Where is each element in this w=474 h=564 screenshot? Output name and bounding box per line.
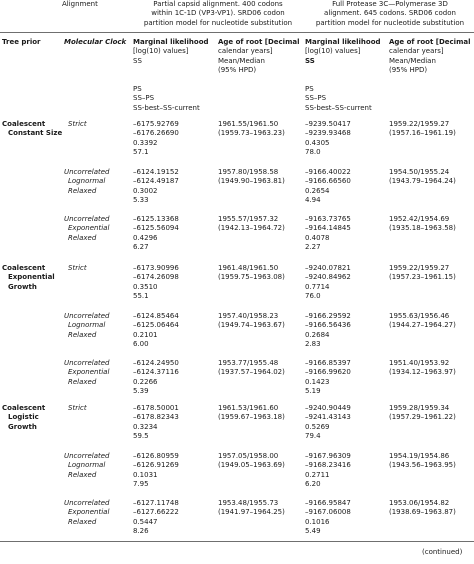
protease-age-value: 1951.40/1953.92 bbox=[389, 359, 450, 367]
protease-ml-value: 0.1423 bbox=[305, 377, 330, 386]
clock-model-label: Exponential bbox=[68, 508, 110, 517]
protease-ml-value: 6.20 bbox=[305, 479, 321, 488]
capsid-ml-subheader: PS bbox=[133, 85, 142, 93]
clock-model-label: Uncorrelated bbox=[64, 215, 110, 223]
tree-prior-0: Constant Size bbox=[8, 129, 63, 138]
capsid-age-value: (1949.90–1963.81) bbox=[218, 177, 285, 186]
protease-ml-value: –9164.14845 bbox=[305, 224, 351, 233]
capsid-age-value: (1942.13–1964.72) bbox=[218, 224, 285, 233]
protease-ml-value: 79.4 bbox=[305, 431, 321, 440]
footer-rule bbox=[0, 541, 474, 542]
tree-prior-label: Tree prior bbox=[2, 38, 41, 46]
protease-age-value: (1944.27–1964.27) bbox=[389, 321, 456, 330]
capsid-ml-value: 0.1031 bbox=[133, 470, 158, 479]
tree-prior-1: Exponential bbox=[8, 273, 55, 282]
capsid-ml-value: –6173.90996 bbox=[133, 264, 179, 272]
capsid-ml-value: –6127.11748 bbox=[133, 499, 179, 507]
tree-prior-2: Growth bbox=[8, 422, 37, 431]
protease-ml-value: 0.2654 bbox=[305, 186, 330, 195]
capsid-ml-value: –6124.49187 bbox=[133, 177, 179, 186]
protease-ml-value: 0.5269 bbox=[305, 422, 330, 431]
capsid-age-value: (1959.75–1963.08) bbox=[218, 273, 285, 282]
protease-age-value: (1957.16–1961.19) bbox=[389, 129, 456, 138]
protease-ml-value: –9239.50417 bbox=[305, 120, 351, 128]
protease-ml-value: 78.0 bbox=[305, 147, 321, 156]
capsid-ml-value: 0.3510 bbox=[133, 282, 158, 291]
protease-ml-value: –9166.95847 bbox=[305, 499, 351, 507]
protease-ml-value: –9166.99620 bbox=[305, 368, 351, 377]
capsid-ml-value: 55.1 bbox=[133, 291, 149, 300]
protease-ml-value: 76.0 bbox=[305, 291, 321, 300]
continued-note: (continued) bbox=[422, 548, 463, 556]
protease-ml-value: –9166.40022 bbox=[305, 168, 351, 176]
capsid-ml-value: 0.4296 bbox=[133, 233, 158, 242]
capsid-age-value: 1957.80/1958.58 bbox=[218, 168, 279, 176]
clock-model-label: Lognormal bbox=[68, 461, 106, 470]
protease-ml-value: –9163.73765 bbox=[305, 215, 351, 223]
protease-age-value: (1943.79–1964.24) bbox=[389, 177, 456, 186]
protease-age-value: 1959.28/1959.34 bbox=[389, 404, 450, 412]
capsid-age-value: 1953.48/1955.73 bbox=[218, 499, 279, 507]
header-rule bbox=[0, 32, 474, 33]
tree-prior-1: Coalescent bbox=[2, 264, 46, 272]
protease-age-value: (1938.69–1963.87) bbox=[389, 508, 456, 517]
protease-ml-value: 2.27 bbox=[305, 242, 321, 251]
clock-model-label: Strict bbox=[68, 120, 87, 128]
capsid-age-value: (1937.57–1964.02) bbox=[218, 368, 285, 377]
protease-age-value: 1954.50/1955.24 bbox=[389, 168, 450, 176]
capsid-ml-value: 7.95 bbox=[133, 479, 149, 488]
clock-model-label: Relaxed bbox=[68, 186, 97, 195]
protease-ml-subheader: SS bbox=[305, 57, 315, 65]
protease-ml-subheader: Marginal likelihood bbox=[305, 38, 381, 46]
clock-model-label: Uncorrelated bbox=[64, 452, 110, 460]
tree-prior-2: Logistic bbox=[8, 413, 39, 422]
capsid-ml-value: 59.5 bbox=[133, 431, 149, 440]
clock-model-label: Strict bbox=[68, 264, 87, 272]
protease-ml-value: 0.2711 bbox=[305, 470, 330, 479]
header-protease-line: Full Protease 3C—Polymerase 3D bbox=[332, 0, 448, 8]
clock-model-label: Uncorrelated bbox=[64, 359, 110, 367]
protease-ml-subheader: PS bbox=[305, 85, 314, 93]
capsid-ml-value: 0.3234 bbox=[133, 422, 158, 431]
protease-ml-value: –9240.84962 bbox=[305, 273, 351, 282]
clock-model-label: Uncorrelated bbox=[64, 312, 110, 320]
protease-ml-value: –9168.23416 bbox=[305, 461, 351, 470]
clock-model-label: Exponential bbox=[68, 368, 110, 377]
tree-prior-2: Coalescent bbox=[2, 404, 46, 412]
capsid-ml-value: –6126.91269 bbox=[133, 461, 179, 470]
capsid-age-value: (1941.97–1964.25) bbox=[218, 508, 285, 517]
protease-age-subheader: Mean/Median bbox=[389, 56, 436, 65]
capsid-ml-value: 5.33 bbox=[133, 195, 149, 204]
protease-age-value: 1955.63/1956.46 bbox=[389, 312, 450, 320]
clock-model-label: Relaxed bbox=[68, 330, 97, 339]
tree-prior-0: Coalescent bbox=[2, 120, 46, 128]
clock-model-label: Strict bbox=[68, 404, 87, 412]
protease-ml-subheader: [log(10) values] bbox=[305, 47, 361, 55]
capsid-age-value: (1949.05–1963.69) bbox=[218, 461, 285, 470]
capsid-ml-value: –6124.85464 bbox=[133, 312, 179, 320]
capsid-ml-value: –6125.56094 bbox=[133, 224, 179, 233]
capsid-ml-value: –6125.13368 bbox=[133, 215, 179, 223]
protease-ml-value: 5.19 bbox=[305, 386, 321, 395]
capsid-ml-value: –6125.06464 bbox=[133, 321, 179, 330]
protease-ml-value: –9166.29592 bbox=[305, 312, 351, 320]
clock-model-label: Uncorrelated bbox=[64, 168, 110, 176]
capsid-ml-subheader: Marginal likelihood bbox=[133, 38, 209, 46]
capsid-ml-value: 0.2101 bbox=[133, 330, 158, 339]
protease-ml-value: 2.83 bbox=[305, 339, 321, 348]
capsid-ml-value: –6124.19152 bbox=[133, 168, 179, 176]
capsid-ml-value: –6176.26690 bbox=[133, 129, 179, 138]
protease-ml-value: 0.1016 bbox=[305, 517, 330, 526]
capsid-age-value: 1961.48/1961.50 bbox=[218, 264, 279, 272]
protease-age-value: 1953.06/1954.82 bbox=[389, 499, 450, 507]
header-protease-line: alignment. 645 codons. SRD06 codon bbox=[324, 9, 456, 18]
protease-age-subheader: calendar years] bbox=[389, 47, 444, 56]
protease-ml-value: –9239.93468 bbox=[305, 129, 351, 138]
capsid-age-subheader: Age of root [Decimal bbox=[218, 38, 300, 46]
protease-age-value: 1952.42/1954.69 bbox=[389, 215, 450, 223]
capsid-ml-value: –6126.80959 bbox=[133, 452, 179, 460]
capsid-ml-value: –6178.82343 bbox=[133, 413, 179, 422]
clock-model-label: Relaxed bbox=[68, 233, 97, 242]
clock-model-label: Exponential bbox=[68, 224, 110, 233]
protease-age-subheader: Age of root [Decimal bbox=[389, 38, 471, 46]
capsid-age-value: (1959.67–1963.18) bbox=[218, 413, 285, 422]
capsid-age-value: 1961.53/1961.60 bbox=[218, 404, 279, 412]
protease-ml-subheader: SS-best–SS-current bbox=[305, 104, 372, 112]
capsid-ml-value: –6175.92769 bbox=[133, 120, 179, 128]
clock-model-label: Relaxed bbox=[68, 470, 97, 479]
protease-age-value: (1957.29–1961.22) bbox=[389, 413, 456, 422]
capsid-age-value: (1949.74–1963.67) bbox=[218, 321, 285, 330]
header-protease-line: partition model for nucleotide substitution bbox=[315, 18, 465, 27]
capsid-ml-value: 0.5447 bbox=[133, 517, 158, 526]
capsid-ml-value: 0.3002 bbox=[133, 186, 158, 195]
protease-age-value: 1959.22/1959.27 bbox=[389, 120, 450, 128]
protease-age-value: (1943.56–1963.95) bbox=[389, 461, 456, 470]
capsid-age-value: 1961.55/1961.50 bbox=[218, 120, 279, 128]
capsid-ml-value: 0.2266 bbox=[133, 377, 158, 386]
header-alignment: Alignment bbox=[62, 0, 98, 8]
protease-ml-value: –9166.66560 bbox=[305, 177, 351, 186]
capsid-age-subheader: calendar years] bbox=[218, 47, 273, 56]
protease-ml-value: 0.2684 bbox=[305, 330, 330, 339]
protease-age-value: (1935.18–1963.58) bbox=[389, 224, 456, 233]
capsid-age-value: 1955.57/1957.32 bbox=[218, 215, 279, 223]
clock-model-label: Uncorrelated bbox=[64, 499, 110, 507]
capsid-ml-subheader: SS-best–SS-current bbox=[133, 104, 200, 112]
capsid-age-value: 1957.40/1958.23 bbox=[218, 312, 279, 320]
protease-ml-value: –9167.96309 bbox=[305, 452, 351, 460]
protease-ml-value: 4.94 bbox=[305, 195, 321, 204]
capsid-ml-value: 57.1 bbox=[133, 147, 149, 156]
capsid-ml-value: 5.39 bbox=[133, 386, 149, 395]
header-capsid-line: Partial capsid alignment. 400 codons bbox=[153, 0, 283, 8]
capsid-ml-value: 0.3392 bbox=[133, 138, 158, 147]
protease-age-value: 1959.22/1959.27 bbox=[389, 264, 450, 272]
tree-prior-1: Growth bbox=[8, 282, 37, 291]
header-capsid-line: within 1C-1D (VP3-VP1). SRD06 codon bbox=[151, 9, 285, 18]
header-capsid-line: partition model for nucleotide substitution bbox=[143, 18, 293, 27]
clock-model-label: Lognormal bbox=[68, 321, 106, 330]
molecular-clock-label: Molecular Clock bbox=[64, 38, 127, 46]
protease-age-value: 1954.19/1954.86 bbox=[389, 452, 450, 460]
capsid-ml-value: 6.00 bbox=[133, 339, 149, 348]
capsid-age-subheader: (95% HPD) bbox=[218, 65, 257, 74]
capsid-age-subheader: Mean/Median bbox=[218, 56, 265, 65]
protease-age-value: (1957.23–1961.15) bbox=[389, 273, 456, 282]
protease-ml-value: –9241.43143 bbox=[305, 413, 351, 422]
protease-ml-subheader: SS–PS bbox=[305, 94, 327, 102]
protease-ml-value: –9167.06008 bbox=[305, 508, 351, 517]
protease-age-value: (1934.12–1963.97) bbox=[389, 368, 456, 377]
capsid-ml-value: –6124.37116 bbox=[133, 368, 179, 377]
protease-ml-value: 5.49 bbox=[305, 526, 321, 535]
protease-ml-value: –9240.07821 bbox=[305, 264, 351, 272]
protease-ml-value: 0.7714 bbox=[305, 282, 330, 291]
capsid-ml-value: –6127.66222 bbox=[133, 508, 179, 517]
capsid-ml-value: 8.26 bbox=[133, 526, 149, 535]
capsid-ml-value: –6174.26098 bbox=[133, 273, 179, 282]
capsid-ml-subheader: SS–PS bbox=[133, 94, 155, 102]
capsid-age-value: (1959.73–1963.23) bbox=[218, 129, 285, 138]
capsid-ml-subheader: [log(10) values] bbox=[133, 47, 189, 55]
capsid-age-value: 1953.77/1955.48 bbox=[218, 359, 279, 367]
protease-ml-value: 0.4305 bbox=[305, 138, 330, 147]
capsid-ml-value: –6124.24950 bbox=[133, 359, 179, 367]
protease-ml-value: –9166.85397 bbox=[305, 359, 351, 367]
protease-ml-value: –9240.90449 bbox=[305, 404, 351, 412]
capsid-ml-subheader: SS bbox=[133, 57, 142, 65]
protease-ml-value: 0.4078 bbox=[305, 233, 330, 242]
capsid-age-value: 1957.05/1958.00 bbox=[218, 452, 279, 460]
clock-model-label: Relaxed bbox=[68, 517, 97, 526]
clock-model-label: Lognormal bbox=[68, 177, 106, 186]
clock-model-label: Relaxed bbox=[68, 377, 97, 386]
capsid-ml-value: 6.27 bbox=[133, 242, 149, 251]
protease-age-subheader: (95% HPD) bbox=[389, 65, 428, 74]
protease-ml-value: –9166.56436 bbox=[305, 321, 351, 330]
capsid-ml-value: –6178.50001 bbox=[133, 404, 179, 412]
